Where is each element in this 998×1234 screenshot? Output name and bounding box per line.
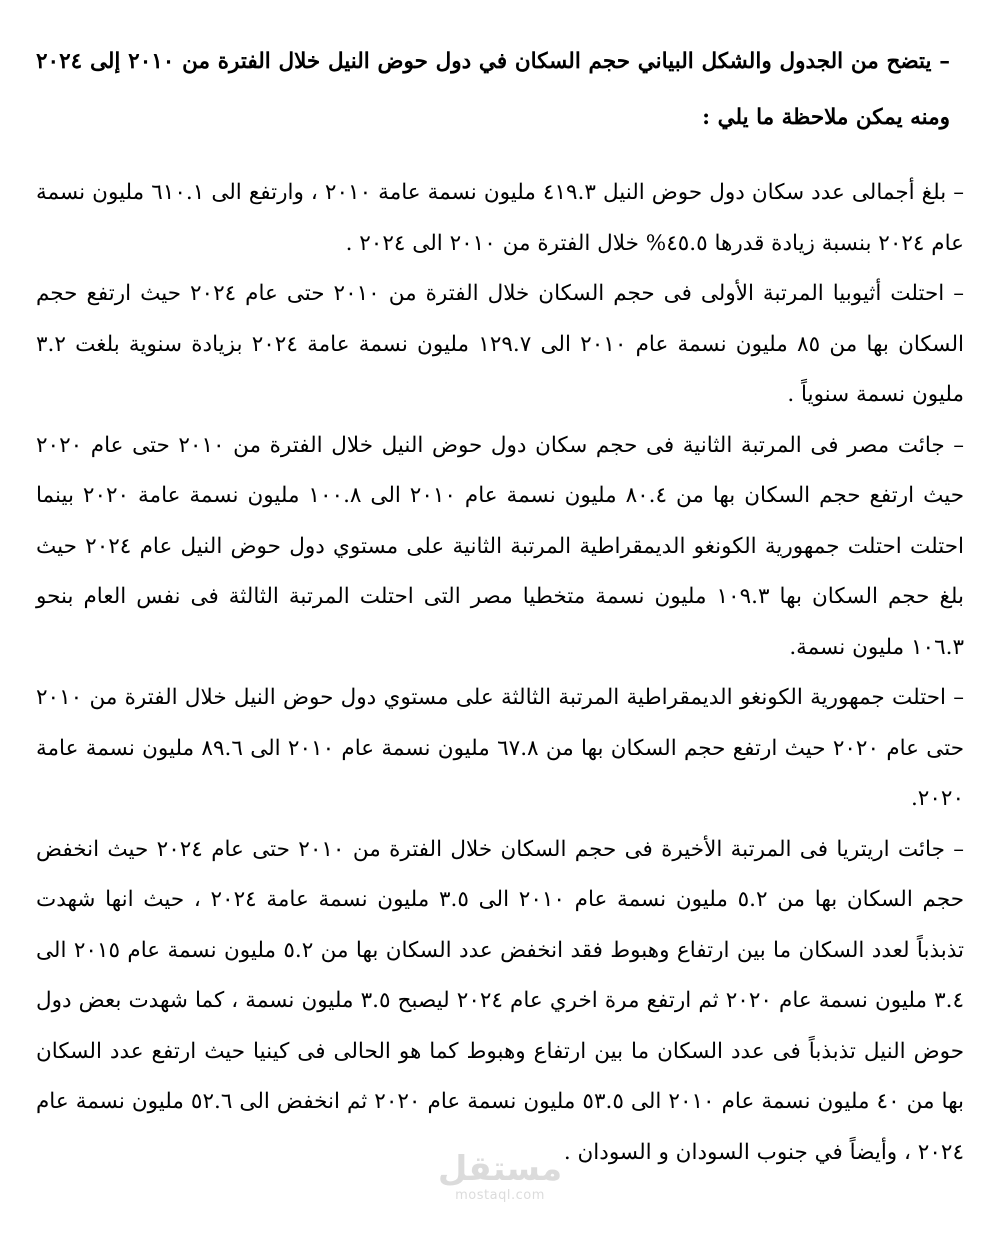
- egypt-paragraph: – جائت مصر فى المرتبة الثانية فى حجم سكان دول حوض النيل خلال الفترة من ٢٠١٠ حتى عام ٢٠٢٠ حيث ارتفع حجم السكان بها من ٨٠.٤ مليون نسمة عام ٢٠١٠ الى ١٠٠.٨ مليون نسمة عامة ٢٠٢٠ بينما احتلت احتلت جمهورية الكونغو الديمقراطية المرتبة الثانية على مستوي دول حوض النيل عام ٢٠٢٤ حيث بلغ حجم السكان بها ١٠٩.٣ مليون نسمة متخطيا مصر التى احتلت المرتبة الثالثة فى نفس العام بنحو ١٠٦.٣ مليون نسمة.: [36, 432, 964, 660]
- intro-paragraph: – يتضح من الجدول والشكل البياني حجم السكان في دول حوض النيل خلال الفترة من ٢٠١٠ إلى ٢٠٢٤ ومنه يمكن ملاحظة ما يلي :: [36, 49, 950, 130]
- eritrea-paragraph: – جائت اريتريا فى المرتبة الأخيرة فى حجم السكان خلال الفترة من ٢٠١٠ حتى عام ٢٠٢٤ حيث انخفض حجم السكان بها من ٥.٢ مليون نسمة عام ٢٠١٠ الى ٣.٥ مليون نسمة عامة ٢٠٢٤ ، حيث انها شهدت تذبذباً لعدد السكان ما بين ارتفاع وهبوط فقد انخفض عدد السكان بها من ٥.٢ مليون نسمة عام ٢٠١٥ الى ٣.٤ مليون نسمة عام ٢٠٢٠ ثم ارتفع مرة اخري عام ٢٠٢٤ ليصبح ٣.٥ مليون نسمة ، كما شهدت بعض دول حوض النيل تذبذباً فى عدد السكان ما بين ارتفاع وهبوط كما هو الحالى فى كينيا حيث ارتفع عدد السكان بها من ٤٠ مليون نسمة عام ٢٠١٠ الى ٥٣.٥ مليون نسمة عام ٢٠٢٠ ثم انخفض الى ٥٢.٦ مليون نسمة عام ٢٠٢٤ ، وأيضاً في جنوب السودان و السودان .: [36, 836, 965, 1165]
- total-population-paragraph: – بلغ أجمالى عدد سكان دول حوض النيل ٤١٩.٣ مليون نسمة عامة ٢٠١٠ ، وارتفع الى ٦١٠.١ مليون نسمة عام ٢٠٢٤ بنسبة زيادة قدرها ٤٥.٥% خلال الفترة من ٢٠١٠ الى ٢٠٢٤ .: [36, 180, 965, 256]
- section-gap: [36, 146, 964, 168]
- document-page: [36, 34, 964, 1178]
- watermark-latin-text: mostaql.com: [455, 1188, 545, 1203]
- ethiopia-paragraph: – احتلت أثيوبيا المرتبة الأولى فى حجم السكان خلال الفترة من ٢٠١٠ حتى عام ٢٠٢٤ حيث ارتفع حجم السكان بها من ٨٥ مليون نسمة عام ٢٠١٠ الى ١٢٩.٧ مليون نسمة عامة ٢٠٢٤ بزيادة سنوية بلغت ٣.٢ مليون نسمة سنوياً .: [36, 281, 964, 407]
- watermark-arabic-text: مستقل: [437, 1149, 563, 1189]
- congo-paragraph: – احتلت جمهورية الكونغو الديمقراطية المرتبة الثالثة على مستوي دول حوض النيل خلال الفترة من ٢٠١٠ حتى عام ٢٠٢٠ حيث ارتفع حجم السكان بها من ٦٧.٨ مليون نسمة عام ٢٠١٠ الى ٨٩.٦ مليون نسمة عامة ٢٠٢٠.: [36, 685, 964, 811]
